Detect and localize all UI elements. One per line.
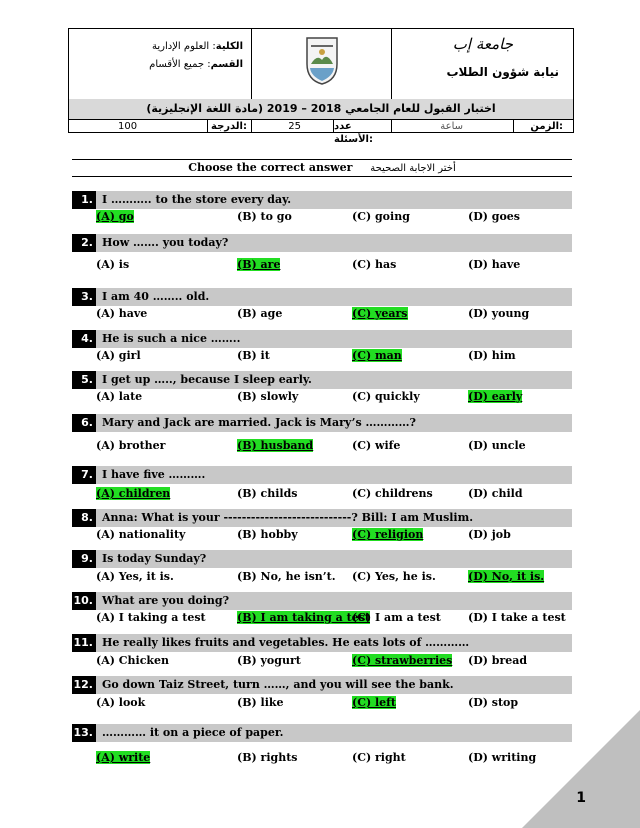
answer-option[interactable]: (D) stop	[468, 696, 519, 709]
question-text: How ……. you today?	[102, 236, 229, 249]
answer-option-correct[interactable]: (A) children	[96, 487, 171, 500]
question-number: 11.	[72, 634, 96, 652]
answer-option[interactable]: (D) have	[468, 258, 521, 271]
exam-info-row	[69, 120, 573, 145]
answer-option[interactable]: (D) child	[468, 487, 523, 500]
question-text: He really likes fruits and vegetables. He eats lots of …………	[102, 636, 470, 649]
question-bar	[72, 191, 572, 209]
answer-option[interactable]: (D) uncle	[468, 439, 526, 452]
logo-cell	[251, 29, 391, 99]
question-number: 9.	[72, 550, 96, 568]
answer-option-correct[interactable]: (B) I am taking a test	[237, 611, 370, 624]
answer-option[interactable]: (B) No, he isn’t.	[237, 570, 336, 583]
question-number: 1.	[72, 191, 96, 209]
instruction-english: Choose the correct answer	[188, 161, 353, 174]
question-text: ………… it on a piece of paper.	[102, 726, 284, 739]
question-number: 8.	[72, 509, 96, 527]
answer-option[interactable]: (C) I am a test	[352, 611, 441, 624]
question-text: I have five ……….	[102, 468, 206, 481]
answer-option[interactable]: (C) Yes, he is.	[352, 570, 436, 583]
question-number: 13.	[72, 724, 96, 742]
answer-option[interactable]: (B) age	[237, 307, 283, 320]
answer-option-correct[interactable]: (C) strawberries	[352, 654, 453, 667]
question-text: What are you doing?	[102, 594, 230, 607]
question-bar	[72, 509, 572, 527]
page-corner	[522, 710, 640, 828]
answer-option[interactable]: (A) I taking a test	[96, 611, 206, 624]
department-name: نيابة شؤون الطلاب	[446, 65, 559, 79]
answer-option[interactable]: (C) right	[352, 751, 406, 764]
divider	[72, 159, 572, 160]
answer-option[interactable]: (D) bread	[468, 654, 528, 667]
exam-header	[68, 28, 574, 145]
section-line: القسم: جميع الأقسام	[149, 59, 243, 70]
question-text: I ……….. to the store every day.	[102, 193, 292, 206]
answer-option[interactable]: (A) girl	[96, 349, 141, 362]
answer-option[interactable]: (A) Yes, it is.	[96, 570, 174, 583]
instruction-arabic: أختر الاجابة الصحيحة	[370, 163, 456, 174]
answer-option[interactable]: (A) look	[96, 696, 146, 709]
question-number: 5.	[72, 371, 96, 389]
question-number: 3.	[72, 288, 96, 306]
university-name: جامعة إب	[452, 35, 513, 53]
question-bar	[72, 724, 572, 742]
question-number: 12.	[72, 676, 96, 694]
question-text: Mary and Jack are married. Jack is Mary’s …………?	[102, 416, 416, 429]
divider	[72, 176, 572, 177]
answer-option[interactable]: (D) him	[468, 349, 516, 362]
answer-option-correct[interactable]: (C) religion	[352, 528, 424, 541]
question-text: He is such a nice ……..	[102, 332, 241, 345]
question-text: I get up ….., because I sleep early.	[102, 373, 312, 386]
answer-option[interactable]: (C) childrens	[352, 487, 433, 500]
questions-label: عدد الأسئلة:	[334, 121, 373, 145]
time-value: ساعة	[440, 121, 463, 132]
answer-option[interactable]: (D) writing	[468, 751, 537, 764]
answer-option[interactable]: (C) wife	[352, 439, 401, 452]
time-label: الزمن:	[530, 121, 563, 132]
answer-option-correct[interactable]: (B) husband	[237, 439, 314, 452]
answer-option-correct[interactable]: (C) years	[352, 307, 408, 320]
question-bar	[72, 371, 572, 389]
answer-option-correct[interactable]: (D) early	[468, 390, 523, 403]
answer-option[interactable]: (B) slowly	[237, 390, 299, 403]
answer-option-correct[interactable]: (A) write	[96, 751, 151, 764]
answer-option[interactable]: (C) quickly	[352, 390, 420, 403]
university-cell	[391, 29, 573, 99]
answer-option[interactable]: (B) hobby	[237, 528, 298, 541]
question-bar	[72, 592, 572, 610]
question-bar	[72, 414, 572, 432]
faculty-line: الكلية: العلوم الإدارية	[152, 41, 243, 52]
answer-option-correct[interactable]: (A) go	[96, 210, 134, 223]
question-text: I am 40 …….. old.	[102, 290, 210, 303]
answer-option[interactable]: (D) I take a test	[468, 611, 566, 624]
answer-option[interactable]: (A) is	[96, 258, 130, 271]
grade-value: 100	[118, 121, 138, 132]
question-number: 2.	[72, 234, 96, 252]
question-bar	[72, 234, 572, 252]
answer-option-correct[interactable]: (C) left	[352, 696, 396, 709]
faculty-cell	[69, 29, 251, 99]
exam-title: اختبار القبول للعام الجامعي 2018 – 2019 (مادة اللغة الإنجليزية)	[69, 99, 573, 120]
answer-option[interactable]: (A) brother	[96, 439, 166, 452]
answer-option[interactable]: (A) have	[96, 307, 148, 320]
answer-option[interactable]: (C) has	[352, 258, 397, 271]
questions-value: 25	[288, 121, 301, 132]
university-logo-icon	[303, 34, 341, 86]
answer-option-correct[interactable]: (C) man	[352, 349, 402, 362]
answer-option[interactable]: (D) goes	[468, 210, 520, 223]
answer-option-correct[interactable]: (D) No, it is.	[468, 570, 545, 583]
answer-option-correct[interactable]: (B) are	[237, 258, 281, 271]
question-number: 7.	[72, 466, 96, 484]
question-number: 4.	[72, 330, 96, 348]
answer-option[interactable]: (D) job	[468, 528, 511, 541]
question-text: Is today Sunday?	[102, 552, 207, 565]
answer-option[interactable]: (B) like	[237, 696, 284, 709]
answer-option[interactable]: (B) it	[237, 349, 270, 362]
question-bar	[72, 550, 572, 568]
answer-option[interactable]: (A) Chicken	[96, 654, 170, 667]
question-bar	[72, 634, 572, 652]
answer-option[interactable]: (A) nationality	[96, 528, 186, 541]
question-text: Anna: What is your ----------------------------? Bill: I am Muslim.	[102, 511, 474, 524]
grade-label: الدرجة:	[211, 121, 247, 132]
answer-option[interactable]: (D) young	[468, 307, 530, 320]
question-bar	[72, 330, 572, 348]
question-bar	[72, 288, 572, 306]
answer-option[interactable]: (B) rights	[237, 751, 298, 764]
question-number: 10.	[72, 592, 96, 610]
answer-option[interactable]: (B) yogurt	[237, 654, 301, 667]
question-text: Go down Taiz Street, turn ……, and you will see the bank.	[102, 678, 454, 691]
question-bar	[72, 676, 572, 694]
answer-option[interactable]: (C) going	[352, 210, 410, 223]
page-number: 1	[576, 790, 586, 806]
answer-option[interactable]: (A) late	[96, 390, 143, 403]
question-number: 6.	[72, 414, 96, 432]
answer-option[interactable]: (B) to go	[237, 210, 292, 223]
instruction	[72, 161, 572, 175]
question-bar	[72, 466, 572, 484]
answer-option[interactable]: (B) childs	[237, 487, 298, 500]
